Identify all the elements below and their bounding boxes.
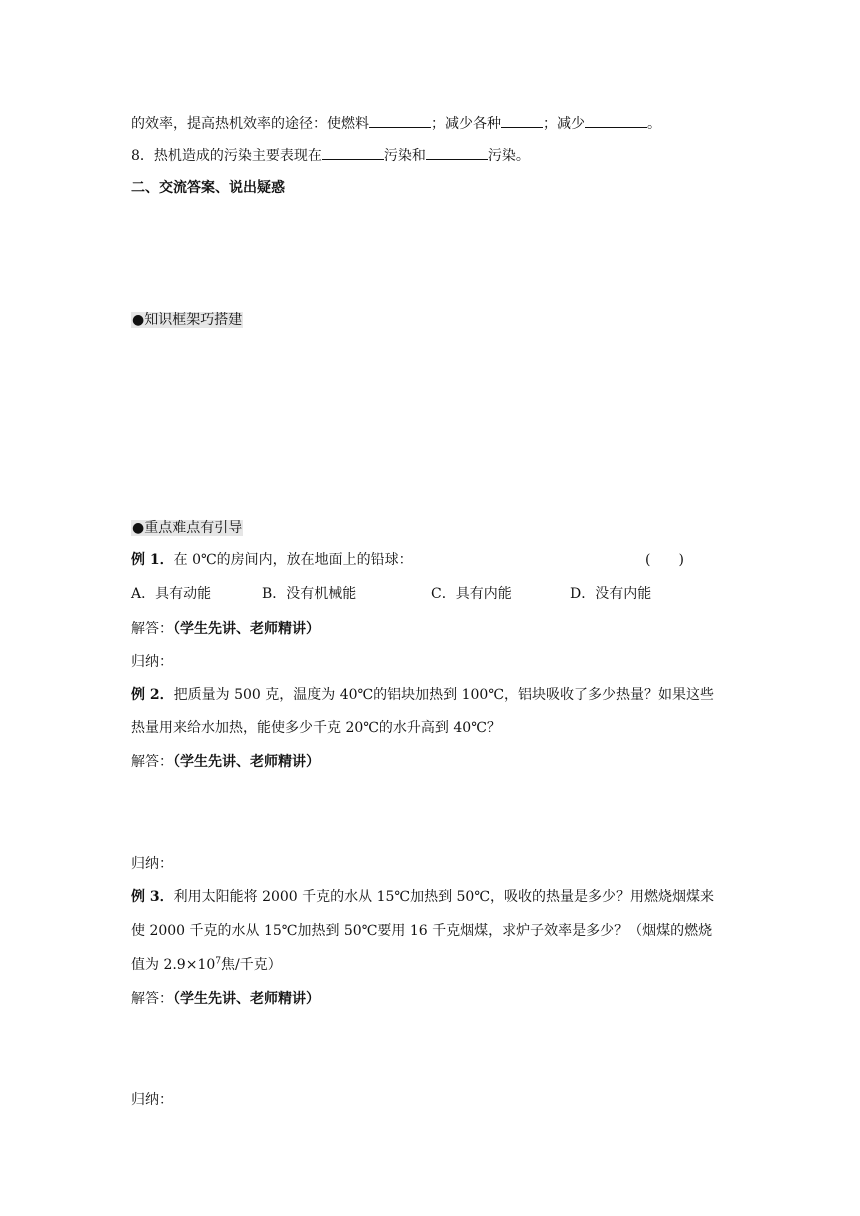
example-label: 例 2．: [131, 687, 174, 703]
answer-line: [131, 989, 320, 1009]
answer-blank[interactable]: [322, 145, 384, 160]
option-c[interactable]: C．具有内能: [431, 586, 512, 602]
text-segment: 的效率，提高热机效率的途径：使燃料: [131, 116, 369, 132]
example-text: 把质量为 500 克，温度为 40℃的铝块加热到 100℃，铝块吸收了多少热量？如果这些: [173, 687, 715, 703]
answer-blank[interactable]: [426, 145, 488, 160]
text-segment: 焦/千克）: [221, 957, 282, 973]
answer-line: [131, 619, 320, 639]
example-3-line-2: 使 2000 千克的水从 15℃加热到 50℃要用 16 千克烟煤，求炉子效率是多少？（烟煤的燃烧: [131, 923, 713, 939]
example-2-line-1: [131, 685, 714, 705]
text-segment: 污染。: [487, 148, 530, 164]
section-heading: 二、交流答案、说出疑惑: [131, 180, 285, 196]
option-b[interactable]: B．没有机械能: [262, 586, 357, 602]
answer-line: [131, 752, 320, 772]
answer-blank[interactable]: [585, 113, 647, 128]
summary-line: 归纳：: [131, 1092, 173, 1108]
option-d[interactable]: D．没有内能: [570, 586, 652, 602]
text-segment: 值为 2.9×10: [131, 957, 216, 973]
answer-blank[interactable]: [501, 113, 543, 128]
example-2-line-2: 热量用来给水加热，能使多少千克 20℃的水升高到 40℃？: [131, 720, 501, 736]
heading-text: ●重点难点有引导: [132, 520, 243, 536]
answer-note: （学生先讲、老师精讲）: [173, 754, 320, 770]
key-points-heading: [131, 518, 243, 538]
example-label: 例 3．: [131, 889, 174, 905]
example-label: 例 1．: [131, 552, 174, 568]
answer-prefix: 解答：: [131, 991, 173, 1007]
question-7-continuation: [131, 113, 661, 134]
answer-note: （学生先讲、老师精讲）: [173, 991, 320, 1007]
text-segment: ；减少: [543, 116, 585, 132]
answer-note: （学生先讲、老师精讲）: [173, 621, 320, 637]
answer-prefix: 解答：: [131, 621, 173, 637]
text-segment: ；减少各种: [431, 116, 501, 132]
answer-prefix: 解答：: [131, 754, 173, 770]
text-segment: 污染和: [383, 148, 426, 164]
knowledge-framework-heading: [131, 310, 243, 330]
example-text: 利用太阳能将 2000 千克的水从 15℃加热到 50℃，吸收的热量是多少？用燃烧烟煤来: [173, 889, 715, 905]
example-text: 在 0℃的房间内，放在地面上的铅球：: [173, 552, 413, 568]
summary-line: 归纳：: [131, 856, 173, 872]
example-1-question: [131, 550, 413, 570]
heading-text: ●知识框架巧搭建: [132, 312, 243, 328]
summary-line: 归纳：: [131, 654, 173, 670]
text-segment: 8．热机造成的污染主要表现在: [131, 148, 322, 164]
exponent: 7: [215, 956, 221, 967]
text-segment: 。: [647, 116, 661, 132]
option-a[interactable]: A．具有动能: [131, 586, 212, 602]
answer-parentheses: ( ): [645, 552, 684, 568]
example-3-line-3: [131, 955, 282, 975]
question-8: [131, 145, 530, 166]
example-3-line-1: [131, 887, 714, 907]
answer-blank[interactable]: [369, 113, 431, 128]
